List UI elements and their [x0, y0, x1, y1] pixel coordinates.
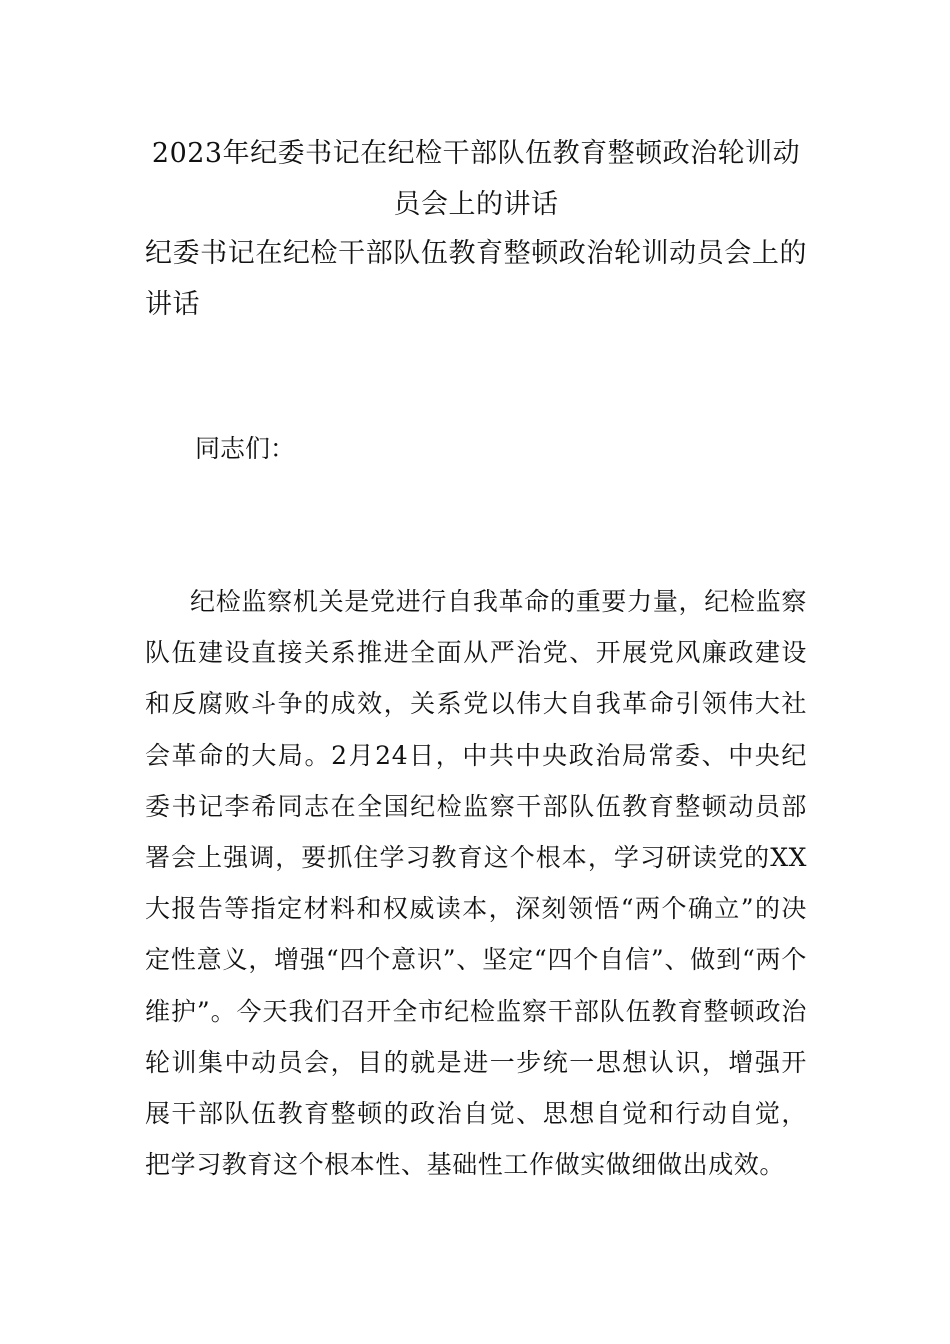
document-title: 2023年纪委书记在纪检干部队伍教育整顿政治轮训动员会上的讲话	[151, 138, 801, 220]
body-paragraph: 纪检监察机关是党进行自我革命的重要力量，纪检监察队伍建设直接关系推进全面从严治党、开展党风廉政建设和反腐败斗争的成效，关系党以伟大自我革命引领伟大社会革命的大局。2月24日，中共中央政治局常委、中央纪委书记李希同志在全国纪检监察干部队伍教育整顿动员部署会上强调，要抓住学习教育这个根本，学习研读党的XX大报告等指定材料和权威读本，深刻领悟“两个确立”的决定性意义，增强“四个意识”、坚定“四个自信”、做到“两个维护”。今天我们召开全市纪检监察干部队伍教育整顿政治轮训集中动员会，目的就是进一步统一思想认识，增强开展干部队伍教育整顿的政治自觉、思想自觉和行动自觉，把学习教育这个根本性、基础性工作做实做细做出成效。	[145, 587, 807, 1180]
document-subtitle: 纪委书记在纪检干部队伍教育整顿政治轮训动员会上的讲话	[145, 238, 807, 320]
salutation: 同志们：	[195, 434, 296, 463]
